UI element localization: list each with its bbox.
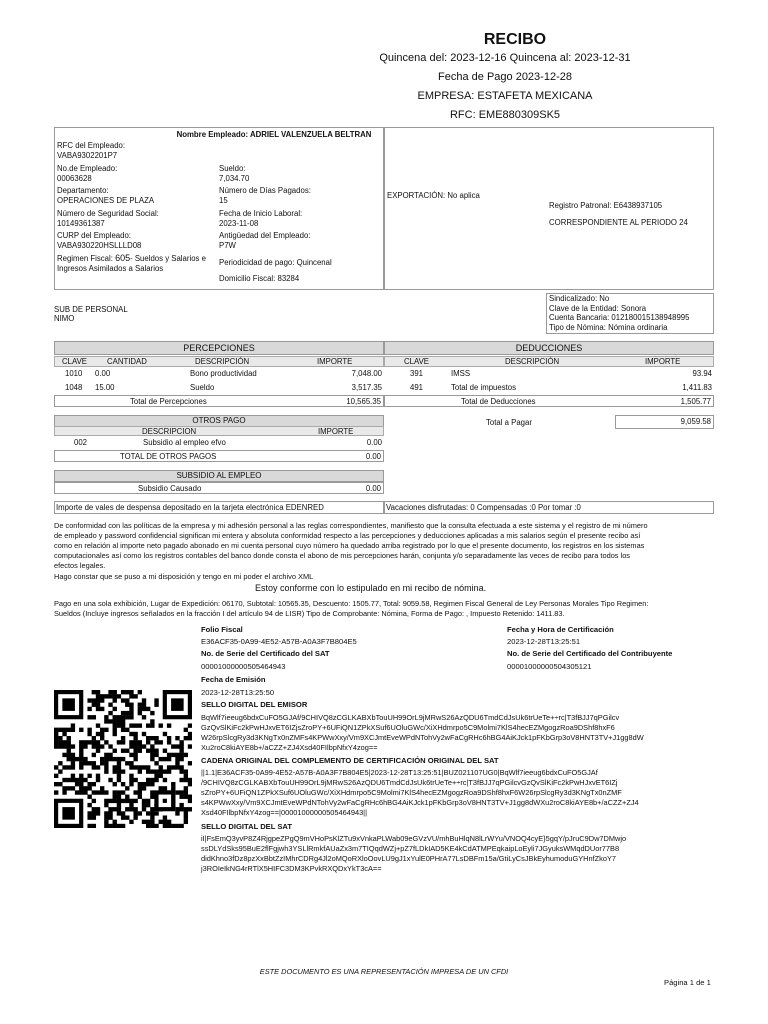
department-value: OPERACIONES DE PLAZA <box>57 196 155 205</box>
employer-registration: Registro Patronal: E6438937105 <box>549 201 663 210</box>
sat-cert-value: 00001000000505464943 <box>201 662 286 671</box>
fiscal-address: Domicilio Fiscal: 83284 <box>219 274 300 283</box>
original-chain-line: /9CHIVQ8zCGLKABXbTouUH99OrL9jMRwS26AzQDU6TmdCdJsUk6trUeTe+÷rc|T3fBJJ7qPGilcvGzQvSlKiFc2kPwHJxvET6IZj <box>201 778 618 787</box>
folio-value: E36ACF35-0A99-4E52-A57B-A0A3F7B804E5 <box>201 637 357 646</box>
sub-personal-line2: NIMO <box>54 314 75 323</box>
quincena-range: Quincena del: 2023-12-16 Quincena al: 2023-12-31 <box>379 52 631 64</box>
original-chain-line: sZroPY+6UFiQN1ZPkXSuf6UOluGWc/XiXHdmrpo5C9Molmi7KlS4hecEZMgogzRoa9DShf8hxF6W26rpSlcgRy3d3KNgTx0nZMF <box>201 788 622 797</box>
perceptions-header: PERCEPCIONES <box>54 341 384 355</box>
payment-date: Fecha de Pago 2023-12-28 <box>438 71 572 83</box>
pay-frequency: Periodicidad de pago: Quincenal <box>219 258 332 267</box>
payment-details-line-1: Pago en una sola exhibición, Lugar de Expedición: 06170, Subtotal: 10565.35, Descuento: 1505.77, Total: 9059.58, Regimen Fiscal General de Ley Personas Morales Tipo Regimen: <box>54 599 649 608</box>
rfc-label: RFC del Empleado: <box>57 141 126 150</box>
rfc-value: VABA9302201P7 <box>57 151 118 160</box>
sat-seal-line: ssDLYdSks95BuE2flFgjwh3YSLlRmkfAUaZx3m7TIQqdWZj+pZ7fLDkIAD5KE4kCdATMPEqkaipLoEyli7JGyuksWMqdDUor77B8 <box>201 844 620 853</box>
cfdi-disclaimer: ESTE DOCUMENTO ES UNA REPRESENTACIÓN IMPRESA DE UN CFDI <box>259 967 509 976</box>
issue-date-label: Fecha de Emisión <box>201 675 266 684</box>
agreement-statement: Estoy conforme con lo estipulado en mi recibo de nómina. <box>255 583 487 593</box>
table-row: 391 IMSS 93.94 <box>410 369 712 378</box>
sub-personal-line1: SUB DE PERSONAL <box>54 305 128 314</box>
taxpayer-cert-label: No. de Serie del Certificado del Contribuyente <box>507 649 673 658</box>
original-chain-label: CADENA ORIGINAL DEL COMPLEMENTO DE CERTIFICACIÓN ORIGINAL DEL SAT <box>201 756 499 765</box>
table-row: 002 Subsidio al empleo efvo 0.00 <box>74 438 382 447</box>
curp-value: VABA930220HSLLLD08 <box>57 241 142 250</box>
col-importe: IMPORTE <box>318 427 354 436</box>
cert-date-label: Fecha y Hora de Certificación <box>507 625 614 634</box>
tax-regime-line2: Ingresos Asimilados a Salarios <box>57 264 164 273</box>
legal-line-5: efectos legales. <box>54 561 106 570</box>
unionized: Sindicalizado: No <box>549 294 610 303</box>
table-row: 1048 15.00 Sueldo 3,517.35 <box>65 383 382 392</box>
payroll-type: Tipo de Nómina: Nómina ordinaria <box>549 323 668 332</box>
col-importe: IMPORTE <box>645 357 681 366</box>
start-date-label: Fecha de Inicio Laboral: <box>219 209 303 218</box>
legal-line-1: De conformidad con las políticas de la empresa y mi adhesión personal a las reglas correspondientes, manifiesto que la consulta efectuada a este sistema y el registro de mi número <box>54 521 648 530</box>
col-descripcion: DESCRIPCIÓN <box>195 357 250 366</box>
deductions-total: Total de Deducciones 1,505.77 <box>384 395 714 407</box>
other-payments-total: TOTAL DE OTROS PAGOS 0.00 <box>54 450 384 462</box>
cert-date-value: 2023-12-28T13:25:51 <box>507 637 581 646</box>
payment-details-line-2: Sueldos (Incluye ingresos señalados en la fracción I del artículo 94 de LISR) Tipo de Comprobante: Nómina, Forma de Pago: , Impuesto Retenido: 1411.83. <box>54 609 565 618</box>
issuer-seal-line: GzQvSlKiFc2kPwHJxvET6IZjsZroPY+6UFiQN1ZPkXSuf6UOluGWc/XiXHdmrpo5C9Molmi7KlS4hecEZMgogzRoa9DShf8hxF6 <box>201 723 615 732</box>
col-descripcion: DESCRIPCIÓN <box>505 357 560 366</box>
seniority-label: Antigüedad del Empleado: <box>219 231 311 240</box>
export-status: EXPORTACIÓN: No aplica <box>387 191 480 200</box>
net-pay-label: Total a Pagar <box>486 418 532 427</box>
qr-code-icon <box>54 690 192 828</box>
table-row: 491 Total de impuestos 1,411.83 <box>410 383 712 392</box>
company-rfc: RFC: EME880309SK5 <box>449 109 561 121</box>
legal-line-2: de empleado y password confidencial significan mi entera y absoluta conformidad respecto a las percepciones y deducciones aplicadas a mis salarios según el presente recibo así <box>54 531 641 540</box>
issuer-seal-line: W26rpSlcgRy3d3KNgTx0nZMFs4KPWwXxy/Vm9XCJmtEveWPdNTohVy2wFaCgRHc6hBG4AiKJck1pFKbGrp3oV8HNT3TV+J1gg8dW <box>201 733 644 742</box>
tax-regime-line1: Regimen Fiscal: 605- Sueldos y Salarios e <box>57 253 206 263</box>
period-label: CORRESPONDIENTE AL PERIODO 24 <box>549 218 688 227</box>
legal-line-3: como en relación al importe neto pagado abonado en mi cuenta personal cuyo número ha quedado arriba registrado por lo que el presente documento, los registros en los sistemas <box>54 541 645 550</box>
nss-label: Número de Seguridad Social: <box>57 209 159 218</box>
legal-line-6: Hago constar que se puso a mi disposición y tengo en mi poder el archivo XML <box>54 572 314 581</box>
other-payments-header: OTROS PAGO <box>54 415 384 427</box>
sat-seal-line: j3ROIeIkNG4rRTlX5HIFC3DM3KPvkRXQDxYkT3cA== <box>201 864 382 873</box>
department-label: Departamento: <box>57 186 109 195</box>
salary-label: Sueldo: <box>219 164 246 173</box>
legal-line-4: computacionales así como los registros contables del banco donde consta el abono de mis percepciones harán, conjunta y/o separadamente las veces de recibo para todos los <box>54 551 630 560</box>
other-payments-columns <box>54 426 384 436</box>
col-importe: IMPORTE <box>317 357 353 366</box>
sat-cert-label: No. de Serie del Certificado del SAT <box>201 649 330 658</box>
vouchers-text: Importe de vales de despensa depositado en la tarjeta electrónica EDENRED <box>56 503 324 512</box>
employee-number-value: 00063628 <box>57 174 92 183</box>
issue-date-value: 2023-12-28T13:25:50 <box>201 688 275 697</box>
employee-name: Nombre Empleado: ADRIEL VALENZUELA BELTRAN <box>176 130 372 139</box>
original-chain-line: Xsd40FIlbpNfxY4zog==|00001000000505464943|| <box>201 808 368 817</box>
subsidy-row: Subsidio Causado 0.00 <box>54 482 384 494</box>
employee-number-label: No.de Empleado: <box>57 164 118 173</box>
nss-value: 10149361387 <box>57 219 105 228</box>
perceptions-columns <box>54 356 384 367</box>
company-name: EMPRESA: ESTAFETA MEXICANA <box>417 90 593 102</box>
taxpayer-cert-value: 00001000000504305121 <box>507 662 592 671</box>
issuer-seal-line: Xu2roC8kiAYE8b+/aCZZ+ZJ4Xsd40FIlbpNfxY4zog== <box>201 743 378 752</box>
deductions-columns <box>384 356 714 367</box>
start-date-value: 2023-11-08 <box>219 219 259 228</box>
receipt-title: RECIBO <box>483 31 547 48</box>
folio-label: Folio Fiscal <box>201 625 243 634</box>
perceptions-total: Total de Percepciones 10,565.35 <box>54 395 384 407</box>
original-chain-line: ||1.1|E36ACF35-0A99-4E52-A57B-A0A3F7B804E5|2023-12-28T13:25:51|BUZ021107UG0|BqWlf7ieeug6bdxCuFO5GJAf <box>201 768 598 777</box>
sat-seal-label: SELLO DIGITAL DEL SAT <box>201 822 292 831</box>
deductions-header: DEDUCCIONES <box>384 341 714 355</box>
sat-seal-line: iI|FsEmQ3yvP8Z4RjgpeZPgQ9mVHoPsKlZTu9xVnkaPLWab09eGVzVU/mhBuHlqN8lLrWYu/VNOQ4cyE}5gqY/pJruC9Dw7DMwjo <box>201 834 627 843</box>
days-paid-label: Número de Días Pagados: <box>219 186 311 195</box>
issuer-seal-line: BqWlf7ieeug6bdxCuFO5GJAf/9CHIVQ8zCGLKABXbTouUH99OrL9jMRwS26AzQDU6TmdCdJsUk6trUeTe+÷rc|T3fBJJ7qPGilcv <box>201 713 620 722</box>
issuer-seal-label: SELLO DIGITAL DEL EMISOR <box>201 700 308 709</box>
col-descripcion: DESCRIPCION <box>142 427 197 436</box>
table-row: 1010 0.00 Bono productividad 7,048.00 <box>65 369 382 378</box>
days-paid-value: 15 <box>219 196 228 205</box>
col-clave: CLAVE <box>404 357 429 366</box>
col-cantidad: CANTIDAD <box>107 357 147 366</box>
vacations-text: Vacaciones disfrutadas: 0 Compensadas :0 Por tomar :0 <box>386 503 581 512</box>
salary-value: 7,034.70 <box>219 174 250 183</box>
entity-key: Clave de la Entidad: Sonora <box>549 304 647 313</box>
bank-account: Cuenta Bancaria: 012180015138948995 <box>549 313 690 322</box>
col-clave: CLAVE <box>62 357 87 366</box>
subsidy-header: SUBSIDIO AL EMPLEO <box>54 470 384 482</box>
seniority-value: P7W <box>219 241 236 250</box>
original-chain-line: s4KPWwXxy/Vm9XCJmtEveWPdNTohVy2wFaCgRHc6hBG4AiKJck1pFKbGrp3oV8HNT3TV+J1gg8dWXu2roC8kiAYE8b+/aCZZ+ZJ4 <box>201 798 639 807</box>
curp-label: CURP del Empleado: <box>57 231 131 240</box>
sat-seal-line: didKhno3fDz8pzXxBbtZzIMhrCDRg4Jl2oMQoRXloOovLU9gJ1xYulE0PHrA77LsDBFm15a/GtiLyCsJBkEyhumoduGYHnfZkoY7 <box>201 854 617 863</box>
page-number: Página 1 de 1 <box>664 978 711 987</box>
net-pay-value: 9,059.58 <box>615 415 714 429</box>
